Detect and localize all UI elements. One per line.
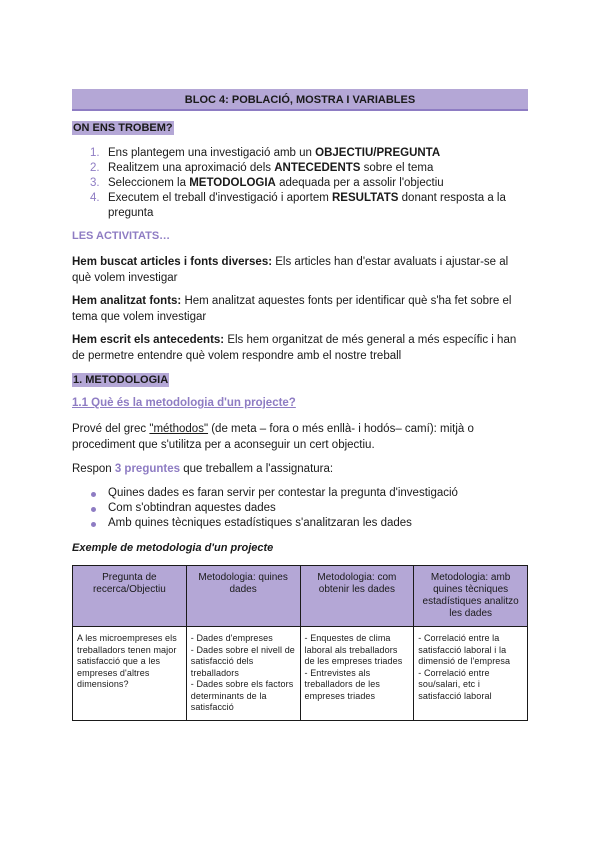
list-item: Quines dades es faran servir per contestar la pregunta d'investigació — [90, 486, 530, 501]
table-header-cell: Metodologia: amb quines tècniques estadístiques analitzo les dades — [414, 566, 528, 627]
page-title: BLOC 4: POBLACIÓ, MOSTRA I VARIABLES — [72, 89, 528, 111]
activities-header: LES ACTIVITATS… — [72, 230, 171, 242]
questions-list — [90, 486, 530, 531]
list-item: Amb quines tècniques estadístiques s'analitzaran les dades — [90, 516, 530, 531]
bullet-icon — [91, 507, 96, 512]
table-header-cell: Pregunta de recerca/Objectiu — [73, 566, 187, 627]
list-item: 1. Ens plantegem una investigació amb un OBJECTIU/PREGUNTA — [90, 147, 441, 159]
activity-paragraph: Hem analitzat fonts: Hem analitzat aquestes fonts per identificar què s'ha fet sobre el tema que volem investigar — [72, 295, 512, 323]
list-item: 2. Realitzem una aproximació dels ANTECEDENTS sobre el tema — [90, 162, 434, 174]
table-header-cell: Metodologia: com obtenir les dades — [300, 566, 414, 627]
bullet-icon — [91, 492, 96, 497]
table-cell: - Correlació entre la satisfacció laboral i la dimensió de l'empresa - Correlació entre sou/salari, etc i satisfacció laboral — [414, 627, 528, 721]
table-cell: A les microempreses els treballadors tenen major satisfacció que a les empreses d'altres dimensions? — [73, 627, 187, 721]
list-item: 4. Executem el treball d'investigació i aportem RESULTATS donant resposta a la pregunta — [90, 192, 506, 219]
table-cell: - Enquestes de clima laboral als treballadors de les empreses triades - Entrevistes als treballadors de les empreses triades — [300, 627, 414, 721]
example-title: Exemple de metodologia d'un projecte — [72, 542, 274, 554]
table-header-cell: Metodologia: quines dades — [186, 566, 300, 627]
table-cell: - Dades d'empreses - Dades sobre el nivell de satisfacció dels treballadors - Dades sobre els factors determinants de la satisfacció — [186, 627, 300, 721]
methodology-subheader: 1.1 Què és la metodologia d'un projecte? — [72, 397, 296, 409]
methodology-table — [72, 565, 528, 721]
where-list — [90, 146, 530, 221]
list-item: Com s'obtindran aquestes dades — [90, 501, 530, 516]
methodology-header: 1. METODOLOGIA — [73, 374, 169, 386]
respon-paragraph: Respon 3 preguntes que treballem a l'assignatura: — [72, 463, 334, 475]
list-item: 3. Seleccionem la METODOLOGIA adequada per a assolir l'objectiu — [90, 177, 444, 189]
definition-paragraph: Prové del grec "méthodos" (de meta – fora o més enllà- i hodós– camí): mitjà o procediment que s'utilitza per a aconseguir un cert objectiu. — [72, 423, 474, 451]
activity-paragraph: Hem escrit els antecedents: Els hem organitzat de més general a més específic i han de permetre entendre què volem respondre amb el nostre treball — [72, 334, 517, 362]
bullet-icon — [91, 522, 96, 527]
table-row — [73, 627, 528, 721]
table-header-row — [73, 566, 528, 627]
where-header: ON ENS TROBEM? — [73, 122, 173, 134]
activity-paragraph: Hem buscat articles i fonts diverses: Els articles han d'estar avaluats i ajustar-se al què volem investigar — [72, 256, 509, 284]
